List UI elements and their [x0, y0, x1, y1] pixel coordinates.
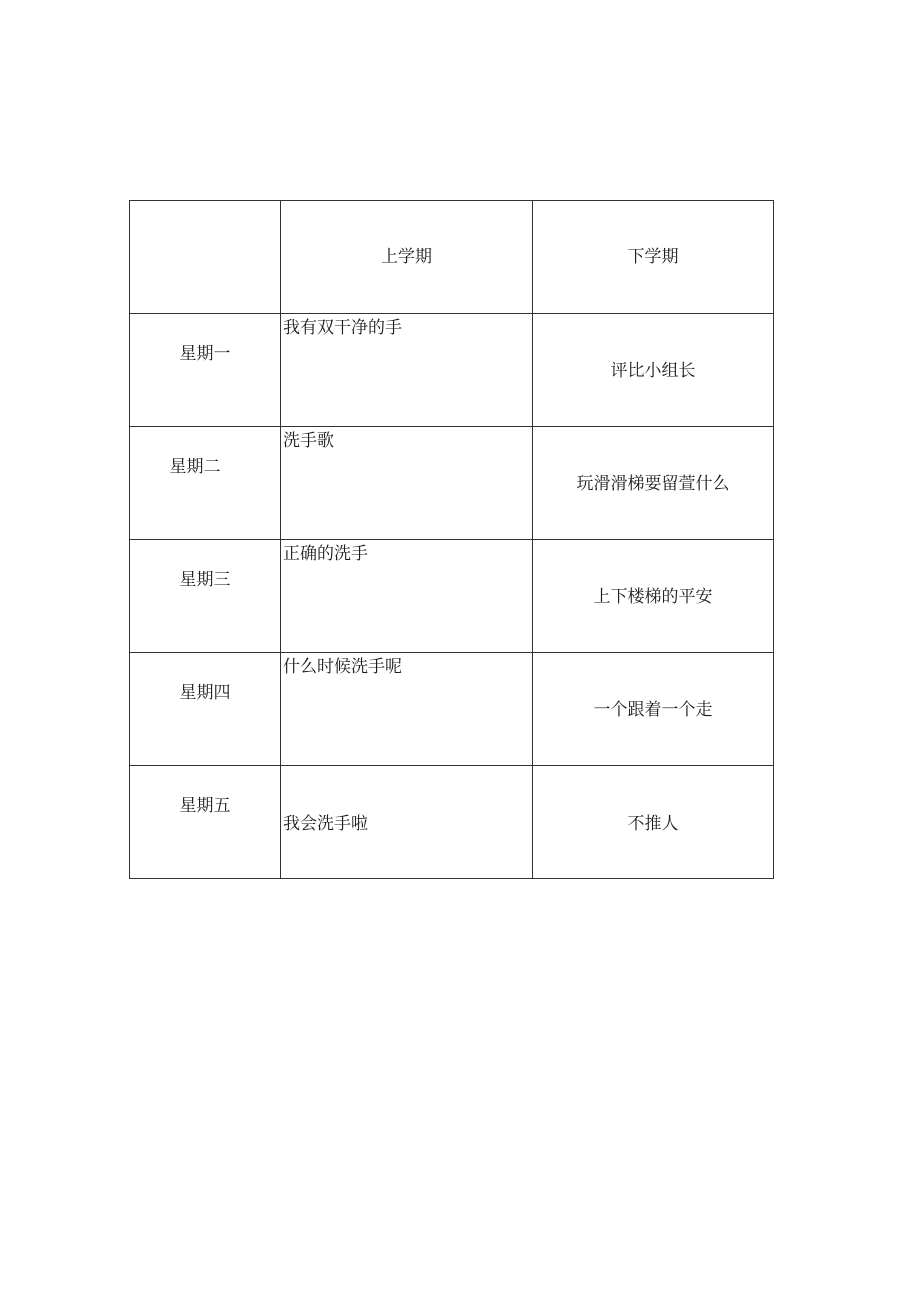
second-term-cell	[533, 427, 774, 540]
day-cell	[130, 314, 281, 427]
first-term-cell	[281, 540, 533, 653]
first-term-topic: 我会洗手啦	[283, 814, 368, 834]
first-term-cell	[281, 427, 533, 540]
header-first-term	[281, 201, 533, 314]
day-cell	[130, 540, 281, 653]
first-term-topic: 什么时候洗手呢	[283, 657, 402, 677]
day-label: 星期三	[179, 570, 231, 590]
day-cell	[130, 766, 281, 879]
second-term-topic: 不推人	[627, 814, 679, 834]
header-corner-cell	[130, 201, 281, 314]
day-label: 星期四	[179, 683, 231, 703]
first-term-topic: 我有双干净的手	[283, 318, 402, 338]
second-term-cell	[533, 766, 774, 879]
second-term-cell	[533, 314, 774, 427]
table-row	[130, 314, 774, 427]
day-cell	[130, 653, 281, 766]
table-row	[130, 427, 774, 540]
weekly-schedule-table	[129, 200, 774, 879]
second-term-topic: 上下楼梯的平安	[593, 587, 713, 607]
second-term-cell	[533, 540, 774, 653]
second-term-topic: 玩滑滑梯要留萱什么	[576, 474, 730, 494]
day-label: 星期五	[179, 796, 231, 816]
table-row	[130, 653, 774, 766]
header-first-term-label: 上学期	[381, 247, 432, 267]
header-second-term-label: 下学期	[627, 247, 679, 267]
first-term-cell	[281, 314, 533, 427]
first-term-cell	[281, 766, 533, 879]
table-row	[130, 766, 774, 879]
first-term-topic: 正确的洗手	[283, 544, 368, 564]
table-header-row	[130, 201, 774, 314]
first-term-topic: 洗手歌	[283, 431, 334, 451]
second-term-topic: 评比小组长	[610, 361, 696, 381]
header-second-term	[533, 201, 774, 314]
day-cell	[130, 427, 281, 540]
second-term-topic: 一个跟着一个走	[593, 700, 713, 720]
first-term-cell	[281, 653, 533, 766]
second-term-cell	[533, 653, 774, 766]
day-label: 星期二	[169, 457, 221, 477]
day-label: 星期一	[179, 344, 231, 364]
table-row	[130, 540, 774, 653]
